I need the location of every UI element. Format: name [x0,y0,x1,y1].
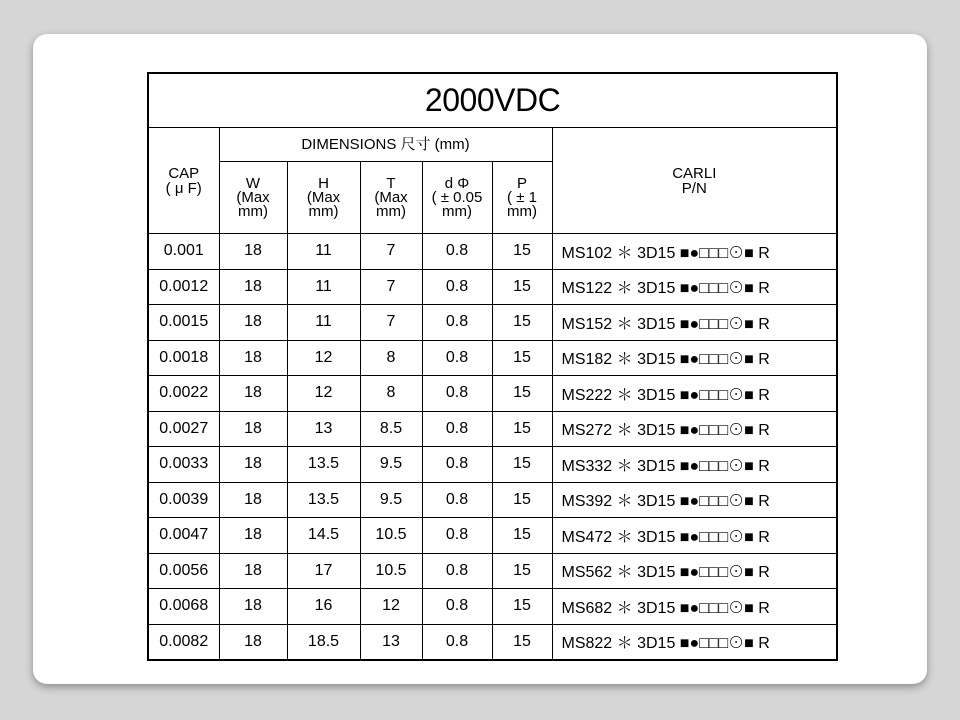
cell-w: 18 [219,411,287,447]
table-row [148,482,837,518]
cell-cap: 0.0012 [148,269,219,305]
cell-h: 14.5 [287,518,360,554]
cell-h: 11 [287,234,360,270]
p-sub2: mm) [507,202,537,220]
table-row [148,411,837,447]
table-title: 2000VDC [148,73,837,128]
table-row [148,305,837,341]
cell-cap: 0.0068 [148,589,219,625]
cell-cap: 0.0047 [148,518,219,554]
dimensions-header: DIMENSIONS 尺寸 (mm) [219,128,552,162]
t-header [360,162,422,234]
cell-cap: 0.0022 [148,376,219,412]
cell-p: 15 [492,482,552,518]
cell-w: 18 [219,447,287,483]
t-label: T [386,174,396,192]
cell-h: 13.5 [287,447,360,483]
cell-d: 0.8 [422,305,492,341]
cell-cap: 0.0033 [148,447,219,483]
cell-d: 0.8 [422,376,492,412]
cap-header [148,128,219,234]
cell-h: 17 [287,553,360,589]
cell-h: 11 [287,305,360,341]
cell-w: 18 [219,305,287,341]
cell-cap: 0.0039 [148,482,219,518]
cell-t: 8.5 [360,411,422,447]
cell-t: 13 [360,624,422,660]
cell-pn: MS562 ＊ 3D15 ■●□□□⊙■ R [552,553,837,589]
cell-p: 15 [492,234,552,270]
cap-label: CAP [168,164,200,182]
cell-w: 18 [219,234,287,270]
table-row [148,269,837,305]
d-header [422,162,492,234]
cell-cap: 0.0056 [148,553,219,589]
table-row [148,589,837,625]
carli-label: CARLI [672,164,717,182]
h-sub1: (Max [306,188,341,206]
w-sub2: mm) [238,202,268,220]
table-row [148,376,837,412]
cell-d: 0.8 [422,234,492,270]
cell-d: 0.8 [422,518,492,554]
cell-pn: MS152 ＊ 3D15 ■●□□□⊙■ R [552,305,837,341]
w-header [219,162,287,234]
cell-d: 0.8 [422,447,492,483]
cell-h: 11 [287,269,360,305]
cell-w: 18 [219,553,287,589]
cell-t: 10.5 [360,553,422,589]
cell-p: 15 [492,447,552,483]
cell-t: 9.5 [360,482,422,518]
cell-pn: MS682 ＊ 3D15 ■●□□□⊙■ R [552,589,837,625]
cell-d: 0.8 [422,269,492,305]
cell-w: 18 [219,269,287,305]
cell-p: 15 [492,305,552,341]
table-row [148,234,837,270]
cell-h: 16 [287,589,360,625]
cell-w: 18 [219,376,287,412]
cell-d: 0.8 [422,482,492,518]
cell-t: 12 [360,589,422,625]
cell-t: 8 [360,376,422,412]
cell-d: 0.8 [422,589,492,625]
p-header [492,162,552,234]
cell-w: 18 [219,482,287,518]
cell-pn: MS122 ＊ 3D15 ■●□□□⊙■ R [552,269,837,305]
cell-t: 7 [360,234,422,270]
p-sub1: ( ± 1 [507,188,537,206]
cell-h: 12 [287,340,360,376]
t-sub1: (Max [374,188,408,206]
cell-d: 0.8 [422,411,492,447]
cell-p: 15 [492,340,552,376]
table-row [148,447,837,483]
table-row [148,340,837,376]
w-label: W [245,174,261,192]
cell-p: 15 [492,553,552,589]
cell-t: 7 [360,305,422,341]
h-label: H [318,174,329,192]
cell-cap: 0.0082 [148,624,219,660]
cell-w: 18 [219,340,287,376]
cell-pn: MS182 ＊ 3D15 ■●□□□⊙■ R [552,340,837,376]
cell-t: 8 [360,340,422,376]
t-sub2: mm) [376,202,406,220]
table-row [148,553,837,589]
carli-header [552,128,837,234]
cell-d: 0.8 [422,340,492,376]
cell-pn: MS332 ＊ 3D15 ■●□□□⊙■ R [552,447,837,483]
cell-p: 15 [492,589,552,625]
cell-p: 15 [492,376,552,412]
cell-d: 0.8 [422,553,492,589]
cell-pn: MS472 ＊ 3D15 ■●□□□⊙■ R [552,518,837,554]
d-sub1: ( ± 0.05 [431,188,483,206]
cell-pn: MS102 ＊ 3D15 ■●□□□⊙■ R [552,234,837,270]
cell-cap: 0.0015 [148,305,219,341]
cell-w: 18 [219,589,287,625]
spec-table [147,72,838,661]
cell-p: 15 [492,411,552,447]
cell-h: 13 [287,411,360,447]
d-label: d Φ [444,174,470,192]
w-sub1: (Max [236,188,270,206]
cell-w: 18 [219,624,287,660]
cell-t: 7 [360,269,422,305]
cell-t: 9.5 [360,447,422,483]
cell-h: 13.5 [287,482,360,518]
cell-p: 15 [492,518,552,554]
cell-cap: 0.001 [148,234,219,270]
cell-p: 15 [492,624,552,660]
pn-label: P/N [681,179,707,197]
d-sub2: mm) [442,202,472,220]
cell-cap: 0.0018 [148,340,219,376]
p-label: P [516,174,527,192]
table-row [148,518,837,554]
cell-w: 18 [219,518,287,554]
cell-d: 0.8 [422,624,492,660]
cell-pn: MS392 ＊ 3D15 ■●□□□⊙■ R [552,482,837,518]
spec-table-container [147,72,838,664]
h-sub2: mm) [308,202,339,220]
cell-pn: MS222 ＊ 3D15 ■●□□□⊙■ R [552,376,837,412]
cell-pn: MS822 ＊ 3D15 ■●□□□⊙■ R [552,624,837,660]
cell-pn: MS272 ＊ 3D15 ■●□□□⊙■ R [552,411,837,447]
cap-unit: ( μ F) [165,179,202,197]
cell-h: 12 [287,376,360,412]
cell-t: 10.5 [360,518,422,554]
cell-p: 15 [492,269,552,305]
cell-h: 18.5 [287,624,360,660]
cell-cap: 0.0027 [148,411,219,447]
slide-card [33,34,927,684]
table-row [148,624,837,660]
h-header [287,162,360,234]
